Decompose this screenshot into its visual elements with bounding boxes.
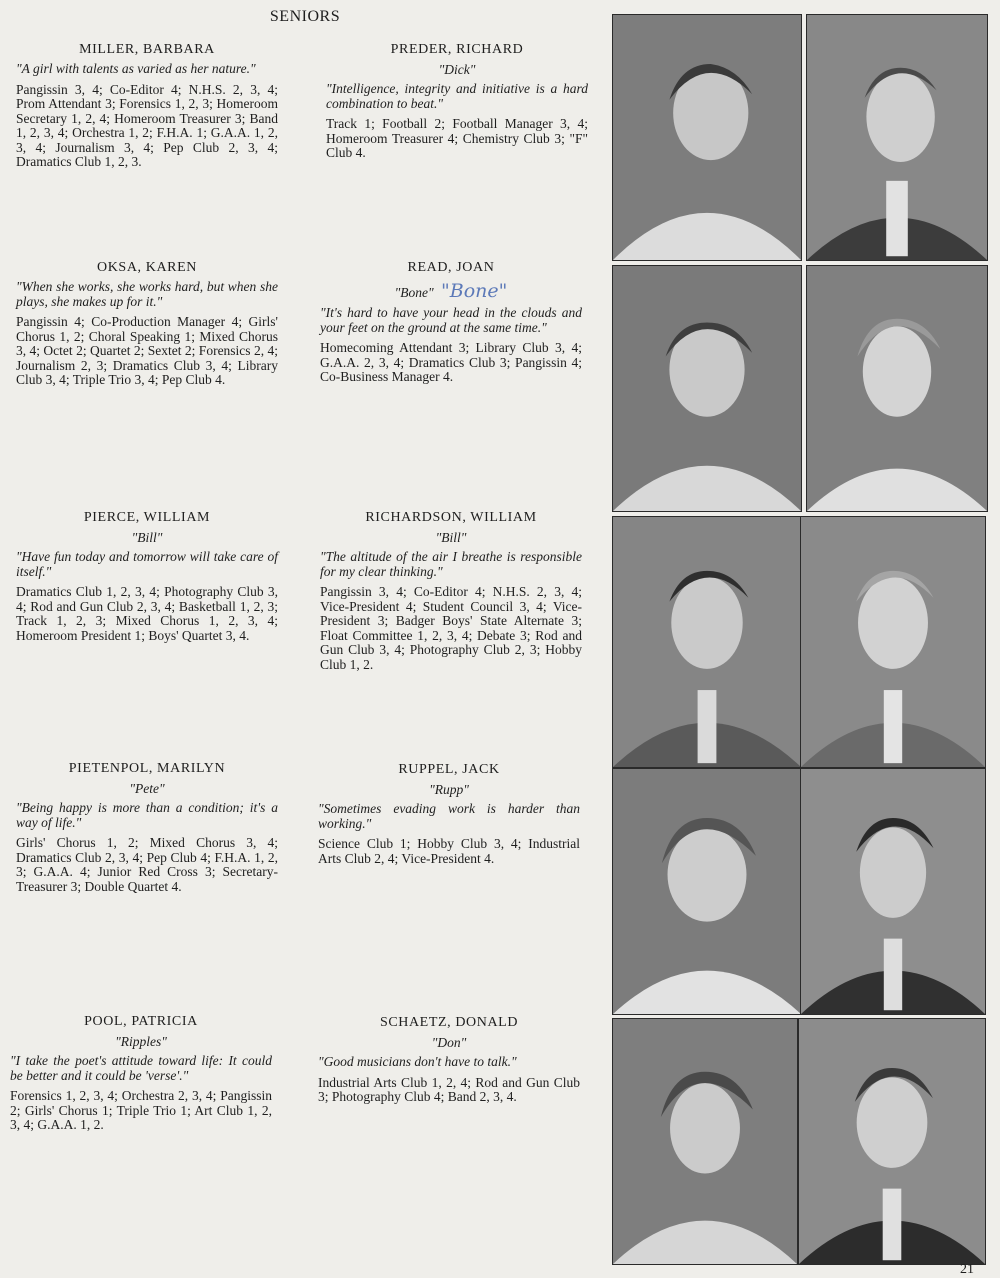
- portrait-photo-read-joan: [806, 265, 988, 512]
- senior-entry-pierce-william: [16, 510, 278, 643]
- senior-name: PIETENPOL, MARILYN: [68, 761, 226, 776]
- portrait-photo-pool-patricia: [612, 1018, 798, 1265]
- senior-entry-pietenpol-marilyn: [16, 761, 278, 894]
- senior-activities: Forensics 1, 2, 3, 4; Orchestra 2, 3, 4; Pangissin 2; Girls' Chorus 1; Triple Trio 1; Art Club 1, 2, 3, 4; G.A.A. 1, 2.: [10, 1088, 272, 1132]
- senior-nickname-row: [320, 280, 582, 302]
- senior-nickname: "Bone": [394, 285, 434, 300]
- senior-entry-miller-barbara: [16, 42, 278, 170]
- senior-nickname: "Bill": [435, 530, 467, 545]
- senior-name: PREDER, RICHARD: [390, 42, 524, 57]
- senior-nickname: "Dick": [438, 62, 476, 77]
- senior-entry-schaetz-donald: [318, 1015, 580, 1105]
- senior-quote: "It's hard to have your head in the clouds and your feet on the ground at the same time.": [320, 305, 582, 335]
- portrait-photo-schaetz-donald: [798, 1018, 986, 1265]
- senior-nickname: "Bill": [131, 530, 163, 545]
- senior-activities: Pangissin 4; Co-Production Manager 4; Girls' Chorus 1, 2; Choral Speaking 1; Mixed Chorus 3, 4; Octet 2; Quartet 2; Sextet 2; Forensics 2, 4; Journalism 2, 3; Dramatics Club 3, 4; Library Club 3, 4; Triple Trio 3, 4; Pep Club 4.: [16, 314, 278, 387]
- senior-quote: "Intelligence, integrity and initiative is a hard combination to beat.": [326, 81, 588, 111]
- senior-name: RUPPEL, JACK: [398, 762, 500, 777]
- senior-activities: Track 1; Football 2; Football Manager 3, 4; Homeroom Treasurer 4; Chemistry Club 3; "F" Club 4.: [326, 116, 588, 160]
- senior-activities: Dramatics Club 1, 2, 3, 4; Photography Club 3, 4; Rod and Gun Club 2, 3, 4; Basketball 1, 2, 3; Track 1, 2, 3; Mixed Chorus 1, 2, 3, 4; Homeroom President 1; Boys' Quartet 3, 4.: [16, 584, 278, 643]
- senior-quote: "When she works, she works hard, but when she plays, she makes up for it.": [16, 279, 278, 309]
- senior-activities: Industrial Arts Club 1, 2, 4; Rod and Gun Club 3; Photography Club 4; Band 2, 3, 4.: [318, 1074, 580, 1104]
- portrait-photo-oksa-karen: [612, 265, 802, 512]
- senior-nickname: "Pete": [129, 781, 165, 796]
- portrait-photo-pietenpol-marilyn: [612, 768, 802, 1015]
- senior-quote: "Sometimes evading work is harder than working.": [318, 801, 580, 831]
- senior-quote: "Have fun today and tomorrow will take care of itself.": [16, 549, 278, 579]
- senior-quote: "I take the poet's attitude toward life: It could be better and it could be 'verse'.": [10, 1053, 272, 1083]
- senior-activities: Girls' Chorus 1, 2; Mixed Chorus 3, 4; Dramatics Club 2, 3, 4; Pep Club 4; F.H.A. 1, 2, 3; G.A.A. 4; Junior Red Cross 3; Secretary-Treasurer 3; Double Quartet 4.: [16, 835, 278, 894]
- page-number: 21: [960, 1262, 974, 1277]
- portrait-photo-ruppel-jack: [800, 768, 986, 1015]
- senior-name: RICHARDSON, WILLIAM: [365, 510, 537, 525]
- senior-name: OKSA, KAREN: [97, 260, 197, 275]
- portrait-photo-richardson-william: [800, 516, 986, 768]
- portrait-photo-miller-barbara: [612, 14, 802, 261]
- senior-name: READ, JOAN: [407, 260, 495, 275]
- senior-entry-preder-richard: [326, 42, 588, 161]
- page-heading: SENIORS: [269, 8, 341, 25]
- handwritten-annotation: "Bone": [441, 280, 508, 302]
- senior-entry-richardson-william: [320, 510, 582, 672]
- senior-name: MILLER, BARBARA: [79, 42, 215, 57]
- senior-quote: "Being happy is more than a condition; it's a way of life.": [16, 800, 278, 830]
- senior-activities: Homecoming Attendant 3; Library Club 3, 4; G.A.A. 2, 3, 4; Dramatics Club 3; Pangissin 4; Co-Business Manager 4.: [320, 340, 582, 384]
- senior-nickname: "Don": [431, 1035, 467, 1050]
- senior-entry-pool-patricia: [10, 1014, 272, 1133]
- senior-entry-read-joan: [320, 260, 582, 385]
- senior-name: SCHAETZ, DONALD: [379, 1015, 519, 1030]
- senior-name: PIERCE, WILLIAM: [83, 510, 211, 525]
- senior-quote: "Good musicians don't have to talk.": [318, 1054, 517, 1069]
- senior-entry-ruppel-jack: [318, 762, 580, 866]
- senior-activities: Science Club 1; Hobby Club 3, 4; Industrial Arts Club 2, 4; Vice-President 4.: [318, 836, 580, 866]
- portrait-photo-pierce-william: [612, 516, 802, 768]
- senior-quote: "The altitude of the air I breathe is responsible for my clear thinking.": [320, 549, 582, 579]
- senior-entry-oksa-karen: [16, 260, 278, 388]
- senior-nickname: "Rupp": [429, 782, 469, 797]
- senior-nickname: "Ripples": [115, 1034, 167, 1049]
- portrait-photo-preder-richard: [806, 14, 988, 261]
- senior-quote: "A girl with talents as varied as her nature.": [16, 61, 256, 76]
- senior-activities: Pangissin 3, 4; Co-Editor 4; N.H.S. 2, 3, 4; Prom Attendant 3; Forensics 1, 2, 3; Homeroom Secretary 1, 2, 4; Homeroom Treasurer 3; Band 1, 2, 3, 4; Orchestra 1, 2; F.H.A. 1; G.A.A. 1, 2, 3, 4; Journalism 3, 4; Pep Club 2, 3, 4; Dramatics Club 1, 2, 3.: [16, 81, 278, 169]
- senior-activities: Pangissin 3, 4; Co-Editor 4; N.H.S. 2, 3, 4; Vice-President 4; Student Council 3, 4; Vice-President 3; Badger Boys' State Alternate 3; Float Committee 1, 2, 3, 4; Debate 3; Rod and Gun Club 3, 4; Photography Club 2, 3; Hobby Club 1, 2.: [320, 584, 582, 672]
- senior-name: POOL, PATRICIA: [84, 1014, 198, 1029]
